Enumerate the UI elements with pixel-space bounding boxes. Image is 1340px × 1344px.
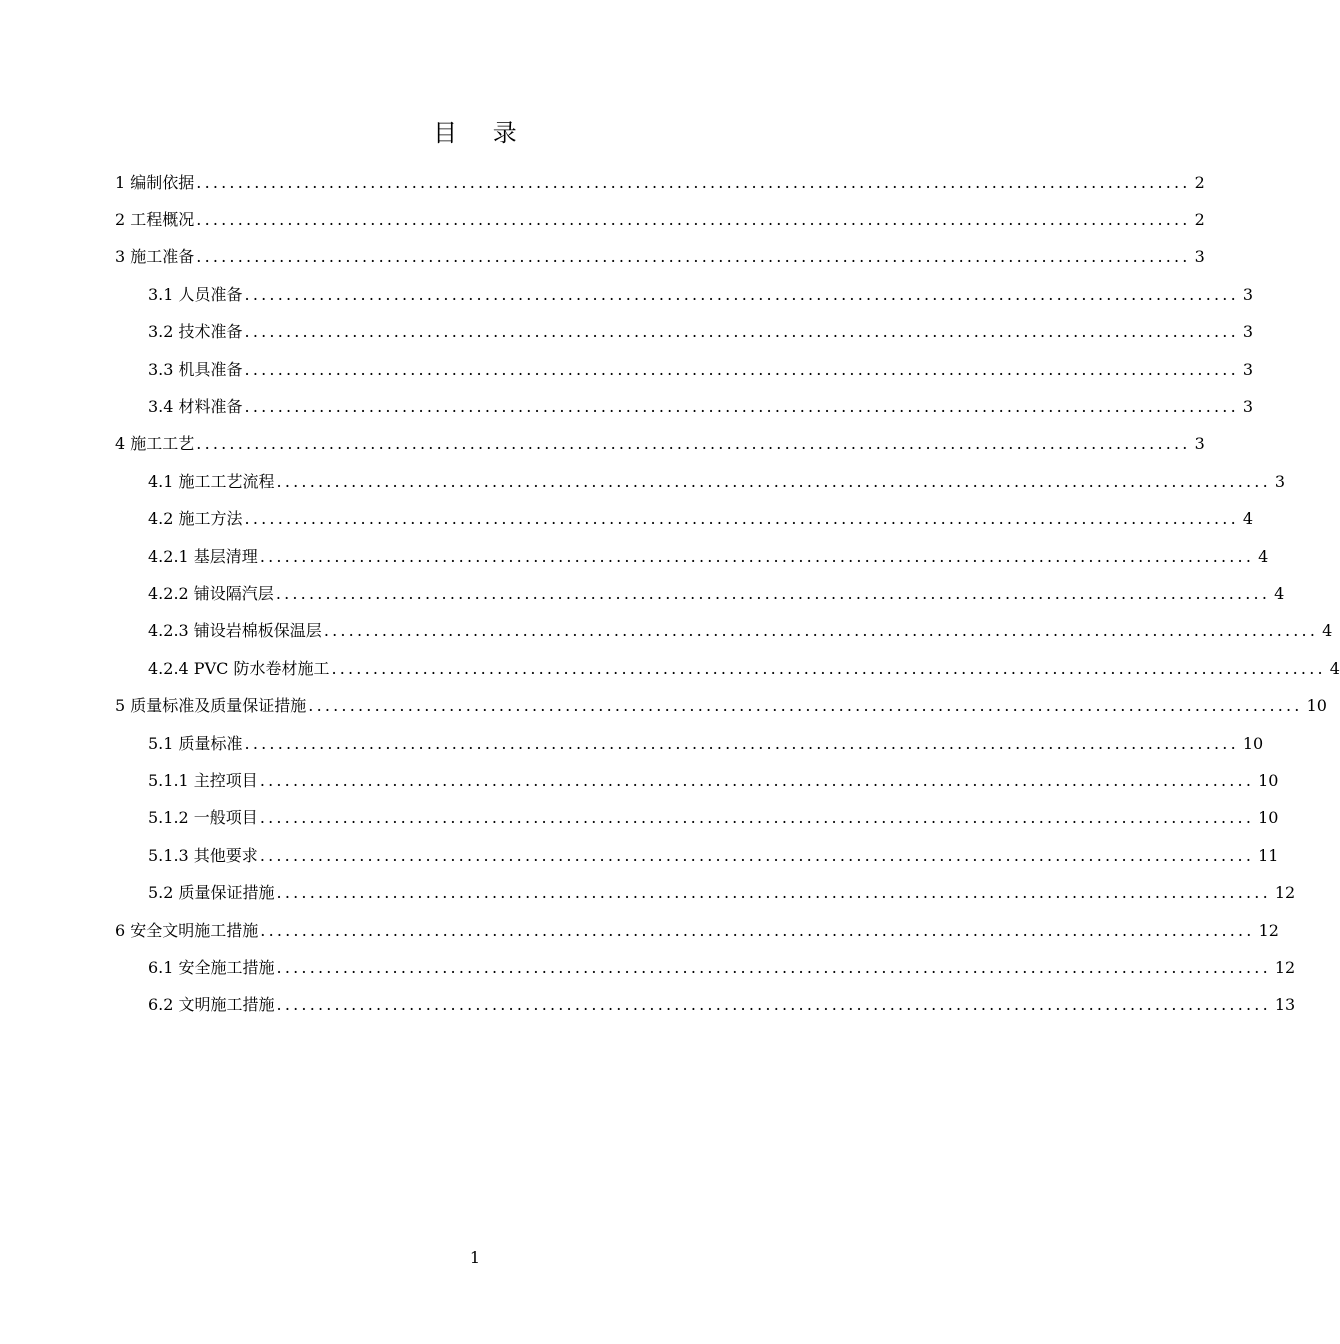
toc-entry[interactable] (0, 725, 1264, 762)
toc-entry-page: 3 (1194, 434, 1205, 454)
toc-entry-page: 12 (1274, 883, 1296, 903)
toc-entry-page: 10 (1258, 808, 1279, 828)
table-of-contents (0, 164, 1340, 1024)
toc-entry-label: 4.2.4 PVC 防水卷材施工 (148, 658, 330, 678)
toc-entry-page: 3 (1242, 284, 1254, 304)
toc-entry-page: 4 (1329, 658, 1340, 678)
toc-entry[interactable] (0, 164, 1205, 201)
toc-dot-leader: ........................................................................................................................ (308, 696, 1303, 716)
toc-entry-page: 4 (1258, 546, 1269, 566)
toc-entry-label: 3 施工准备 (115, 247, 195, 267)
toc-entry-page: 4 (1322, 621, 1333, 641)
toc-entry-page: 4 (1242, 509, 1254, 529)
toc-dot-leader: ........................................................................................................................ (276, 995, 1271, 1015)
toc-entry-label: 2 工程概况 (115, 210, 195, 230)
page-title: 目 录 (433, 119, 531, 147)
toc-entry-label: 4.2.1 基层清理 (148, 546, 258, 566)
toc-entry-label: 6.2 文明施工措施 (148, 995, 275, 1015)
toc-entry-label: 3.1 人员准备 (148, 284, 243, 304)
toc-entry-page: 10 (1258, 770, 1279, 790)
toc-entry-page: 4 (1274, 583, 1285, 603)
toc-dot-leader: ........................................................................................................................ (244, 359, 1239, 379)
toc-entry-label: 4.1 施工工艺流程 (148, 471, 275, 491)
toc-entry-page: 3 (1274, 471, 1286, 491)
toc-dot-leader: ........................................................................................................................ (259, 546, 1255, 566)
toc-entry-label: 4 施工工艺 (115, 434, 195, 454)
toc-dot-leader: ........................................................................................................................ (275, 583, 1271, 603)
toc-entry[interactable] (0, 762, 1279, 799)
toc-entry-label: 3.4 材料准备 (148, 397, 243, 417)
toc-dot-leader: ........................................................................................................................ (244, 397, 1239, 417)
toc-entry-label: 6.1 安全施工措施 (148, 957, 275, 977)
toc-entry[interactable] (0, 687, 1327, 724)
toc-entry-label: 4.2.3 铺设岩棉板保温层 (148, 621, 322, 641)
toc-dot-leader: ........................................................................................................................ (276, 957, 1271, 977)
toc-entry[interactable] (0, 201, 1205, 238)
toc-entry-page: 10 (1306, 696, 1327, 716)
toc-entry-page: 3 (1194, 247, 1205, 267)
toc-dot-leader: ........................................................................................................................ (260, 920, 1255, 940)
toc-entry-label: 5.1.3 其他要求 (148, 845, 258, 865)
toc-entry-label: 5.1 质量标准 (148, 733, 243, 753)
toc-entry-page: 13 (1274, 995, 1296, 1015)
toc-entry-page: 10 (1242, 733, 1264, 753)
toc-entry-page: 11 (1258, 845, 1279, 865)
toc-entry-page: 2 (1194, 172, 1205, 192)
toc-entry[interactable] (0, 613, 1333, 650)
toc-entry-label: 5 质量标准及质量保证措施 (115, 696, 307, 716)
toc-dot-leader: ........................................................................................................................ (244, 322, 1239, 342)
toc-entry-page: 2 (1194, 210, 1205, 230)
toc-dot-leader: ........................................................................................................................ (276, 471, 1271, 491)
toc-entry[interactable] (0, 276, 1254, 313)
toc-dot-leader: ........................................................................................................................ (196, 172, 1191, 192)
toc-entry[interactable] (0, 239, 1205, 276)
toc-dot-leader: ........................................................................................................................ (259, 845, 1255, 865)
toc-dot-leader: ........................................................................................................................ (196, 247, 1191, 267)
page-number: 1 (469, 1248, 481, 1267)
toc-entry[interactable] (0, 912, 1279, 949)
toc-dot-leader: ........................................................................................................................ (276, 883, 1271, 903)
toc-entry-page: 12 (1258, 920, 1279, 940)
toc-dot-leader: ........................................................................................................................ (331, 658, 1326, 678)
toc-entry-label: 5.2 质量保证措施 (148, 883, 275, 903)
toc-dot-leader: ........................................................................................................................ (323, 621, 1319, 641)
toc-entry[interactable] (0, 800, 1279, 837)
toc-dot-leader: ........................................................................................................................ (196, 434, 1191, 454)
toc-entry[interactable] (0, 463, 1286, 500)
toc-entry[interactable] (0, 426, 1205, 463)
toc-entry[interactable] (0, 650, 1340, 687)
toc-entry-page: 3 (1242, 322, 1254, 342)
toc-entry[interactable] (0, 501, 1254, 538)
toc-entry-label: 6 安全文明施工措施 (115, 920, 259, 940)
toc-entry[interactable] (0, 987, 1296, 1024)
toc-dot-leader: ........................................................................................................................ (244, 284, 1239, 304)
toc-entry[interactable] (0, 874, 1296, 911)
toc-entry-label: 5.1.1 主控项目 (148, 770, 258, 790)
toc-entry-label: 1 编制依据 (115, 172, 195, 192)
toc-entry-label: 5.1.2 一般项目 (148, 808, 258, 828)
toc-entry[interactable] (0, 388, 1254, 425)
toc-dot-leader: ........................................................................................................................ (196, 210, 1191, 230)
toc-entry[interactable] (0, 351, 1254, 388)
toc-entry[interactable] (0, 837, 1279, 874)
toc-entry-page: 12 (1274, 957, 1296, 977)
toc-entry-label: 4.2.2 铺设隔汽层 (148, 583, 274, 603)
toc-dot-leader: ........................................................................................................................ (259, 808, 1255, 828)
toc-entry-label: 3.2 技术准备 (148, 322, 243, 342)
toc-entry-page: 3 (1242, 359, 1254, 379)
toc-dot-leader: ........................................................................................................................ (244, 509, 1239, 529)
toc-entry-label: 3.3 机具准备 (148, 359, 243, 379)
toc-entry-label: 4.2 施工方法 (148, 509, 243, 529)
toc-entry[interactable] (0, 949, 1296, 986)
toc-dot-leader: ........................................................................................................................ (244, 733, 1239, 753)
toc-entry[interactable] (0, 575, 1285, 612)
toc-entry[interactable] (0, 538, 1269, 575)
toc-entry[interactable] (0, 314, 1254, 351)
toc-entry-page: 3 (1242, 397, 1254, 417)
toc-dot-leader: ........................................................................................................................ (259, 770, 1255, 790)
